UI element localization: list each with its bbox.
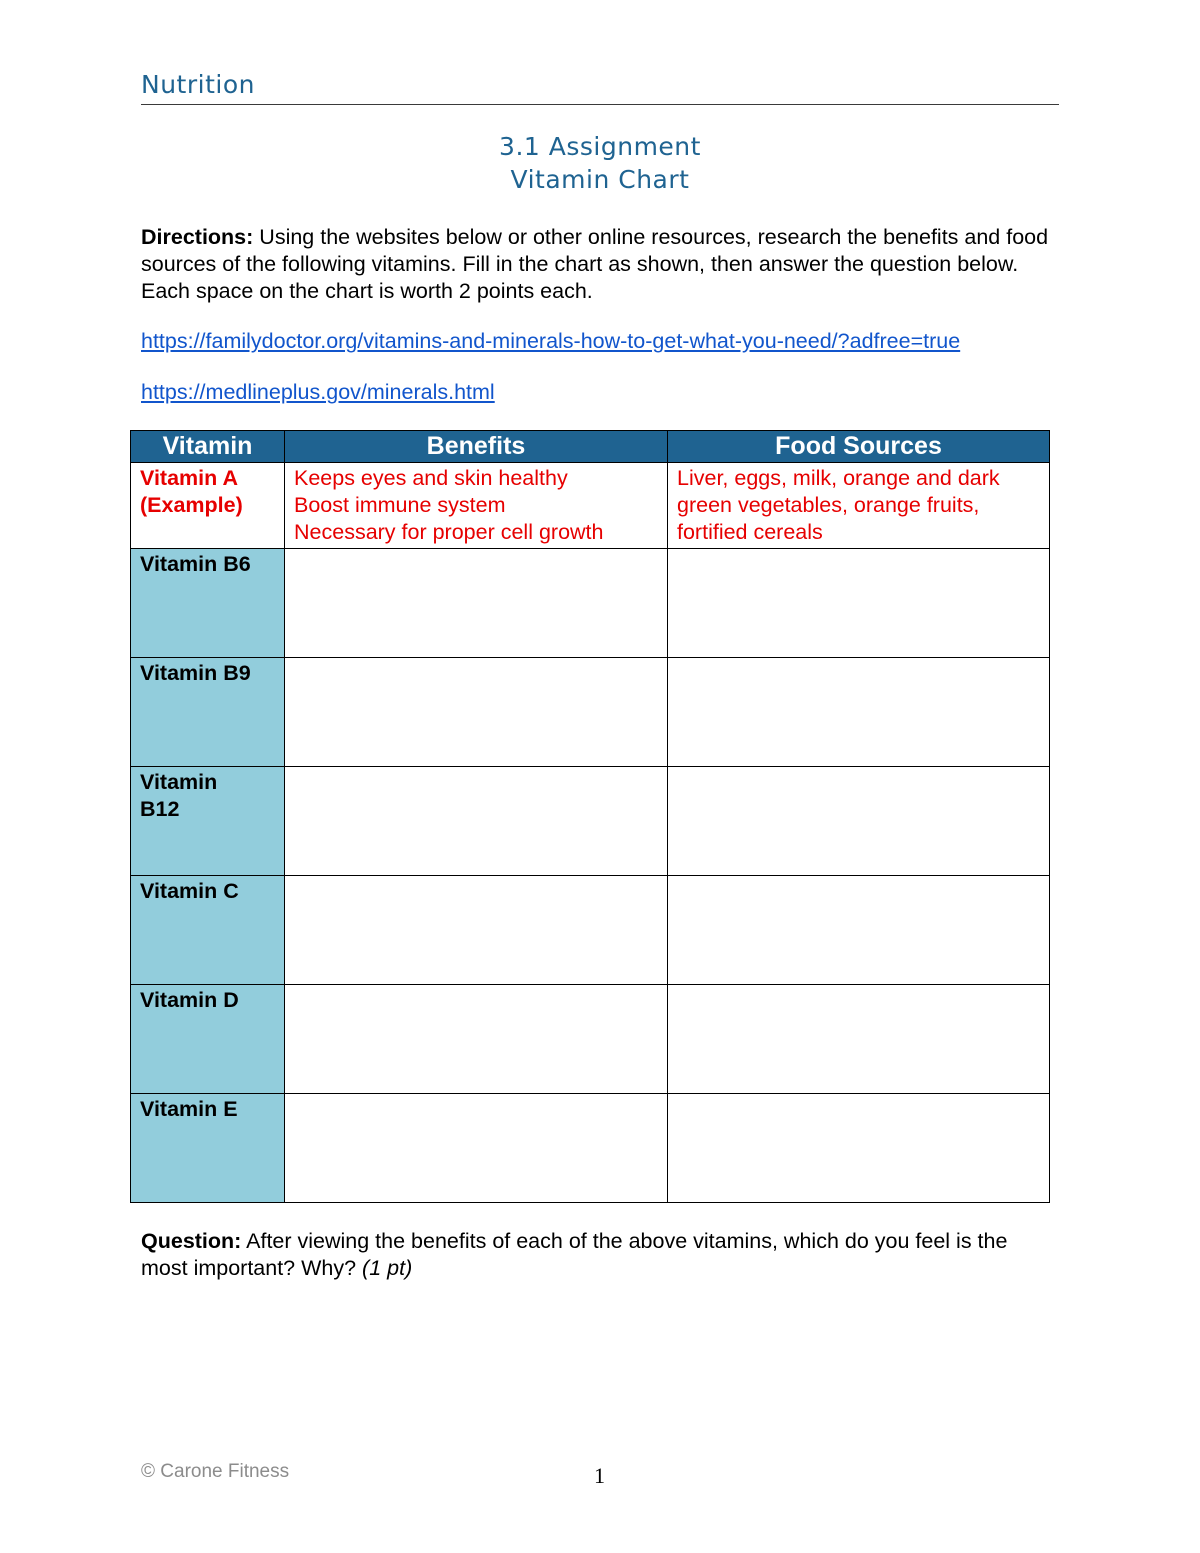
question-text: After viewing the benefits of each of the above vitamins, which do you feel is the most important? Why? xyxy=(141,1229,1008,1280)
vitamin-name-cell xyxy=(131,767,285,876)
header-vitamin: Vitamin xyxy=(131,431,285,463)
food-sources-cell[interactable] xyxy=(668,767,1050,876)
vitamin-name: Vitamin B6 xyxy=(131,549,285,658)
vitamin-name: Vitamin xyxy=(140,770,218,794)
familydoctor-link[interactable]: https://familydoctor.org/vitamins-and-minerals-how-to-get-what-you-need/?adfree=true xyxy=(141,329,961,353)
benefits-cell[interactable] xyxy=(285,549,668,658)
benefit-item: Boost immune system xyxy=(294,493,506,517)
vitamin-name: Vitamin C xyxy=(131,876,285,985)
table-row-b6 xyxy=(131,549,1050,658)
food-source-line: fortified cereals xyxy=(677,520,823,544)
directions-label: Directions: xyxy=(141,225,254,249)
directions-paragraph xyxy=(141,224,1051,305)
vitamin-name: Vitamin D xyxy=(131,985,285,1094)
assignment-title: 3.1 Assignment xyxy=(499,132,701,161)
header-food-sources: Food Sources xyxy=(668,431,1050,463)
benefits-cell[interactable] xyxy=(285,767,668,876)
food-sources-cell[interactable] xyxy=(668,1094,1050,1203)
header-divider xyxy=(141,104,1059,105)
food-sources-cell[interactable] xyxy=(668,549,1050,658)
food-sources-cell[interactable] xyxy=(668,985,1050,1094)
table-row-c xyxy=(131,876,1050,985)
header-benefits: Benefits xyxy=(285,431,668,463)
food-sources-cell[interactable] xyxy=(668,876,1050,985)
benefit-item: Keeps eyes and skin healthy xyxy=(294,466,568,490)
benefits-cell[interactable] xyxy=(285,985,668,1094)
benefits-cell xyxy=(285,463,668,549)
question-points: (1 pt) xyxy=(362,1256,413,1280)
food-sources-cell[interactable] xyxy=(668,658,1050,767)
vitamin-name-cell xyxy=(131,463,285,549)
vitamin-chart-table xyxy=(130,430,1050,1203)
benefits-cell[interactable] xyxy=(285,876,668,985)
chart-title: Vitamin Chart xyxy=(510,165,690,194)
table-row-e xyxy=(131,1094,1050,1203)
table-row-b12 xyxy=(131,767,1050,876)
benefits-cell[interactable] xyxy=(285,658,668,767)
question-paragraph xyxy=(141,1228,1056,1282)
table-row-b9 xyxy=(131,658,1050,767)
vitamin-name: Vitamin E xyxy=(131,1094,285,1203)
table-row-d xyxy=(131,985,1050,1094)
food-sources-cell xyxy=(668,463,1050,549)
food-source-line: green vegetables, orange fruits, xyxy=(677,493,980,517)
medlineplus-link[interactable]: https://medlineplus.gov/minerals.html xyxy=(141,380,495,404)
table-header-row xyxy=(131,431,1050,463)
directions-text: Using the websites below or other online resources, research the benefits and food sources of the following vitamins. Fill in the chart as shown, then answer the question below. Each space on the chart is worth 2 points each. xyxy=(141,225,1049,303)
food-source-line: Liver, eggs, milk, orange and dark xyxy=(677,466,1000,490)
question-label: Question: xyxy=(141,1229,242,1253)
footer-copyright: © Carone Fitness xyxy=(141,1461,290,1482)
benefit-item: Necessary for proper cell growth xyxy=(294,520,604,544)
vitamin-name: Vitamin B9 xyxy=(131,658,285,767)
vitamin-name-suffix: B12 xyxy=(140,797,180,821)
page-number: 1 xyxy=(594,1463,605,1488)
vitamin-name: Vitamin A xyxy=(140,466,238,490)
table-row-example xyxy=(131,463,1050,549)
example-tag: (Example) xyxy=(140,493,243,517)
header-title: Nutrition xyxy=(141,70,255,99)
benefits-cell[interactable] xyxy=(285,1094,668,1203)
